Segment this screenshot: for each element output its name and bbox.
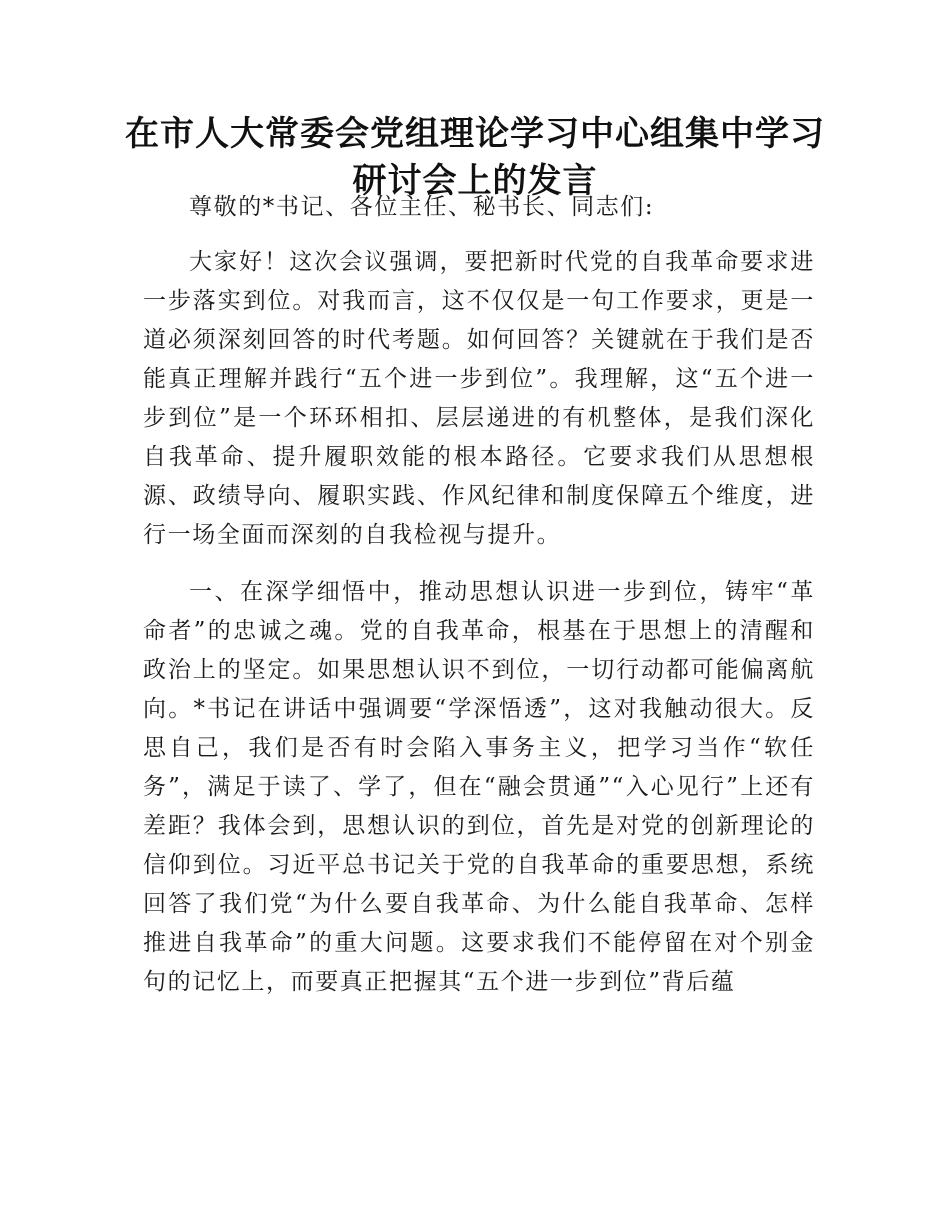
document-title-line-1: 在市人大常委会党组理论学习中心组集中学习	[125, 114, 825, 154]
document-title-line-2: 研讨会上的发言	[352, 161, 598, 201]
paragraph-opening: 大家好！这次会议强调，要把新时代党的自我革命要求进一步落实到位。对我而言，这不仅仅是一句工作要求，更是一道必须深刻回答的时代考题。如何回答？关键就在于我们是否能真正理解并践行“五个进一步到位”。我理解，这“五个进一步到位”是一个环环相扣、层层递进的有机整体，是我们深化自我革命、提升履职效能的根本路径。它要求我们从思想根源、政绩导向、履职实践、作风纪律和制度保障五个维度，进行一场全面而深刻的自我检视与提升。	[143, 249, 815, 548]
paragraph-section-one: 一、在深学细悟中，推动思想认识进一步到位，铸牢“革命者”的忠诚之魂。党的自我革命，根基在于思想上的清醒和政治上的坚定。如果思想认识不到位，一切行动都可能偏离航向。*书记在讲话中强调要“学深悟透”，这对我触动很大。反思自己，我们是否有时会陷入事务主义，把学习当作“软任务”，满足于读了、学了，但在“融会贯通”“入心见行”上还有差距？我体会到，思想认识的到位，首先是对党的创新理论的信仰到位。习近平总书记关于党的自我革命的重要思想，系统回答了我们党“为什么要自我革命、为什么能自我革命、怎样推进自我革命”的重大问题。这要求我们不能停留在对个别金句的记忆上，而要真正把握其“五个进一步到位”背后蕴	[143, 579, 815, 995]
salutation: 尊敬的*书记、各位主任、秘书长、同志们:	[189, 194, 655, 220]
document-body	[143, 188, 815, 1002]
